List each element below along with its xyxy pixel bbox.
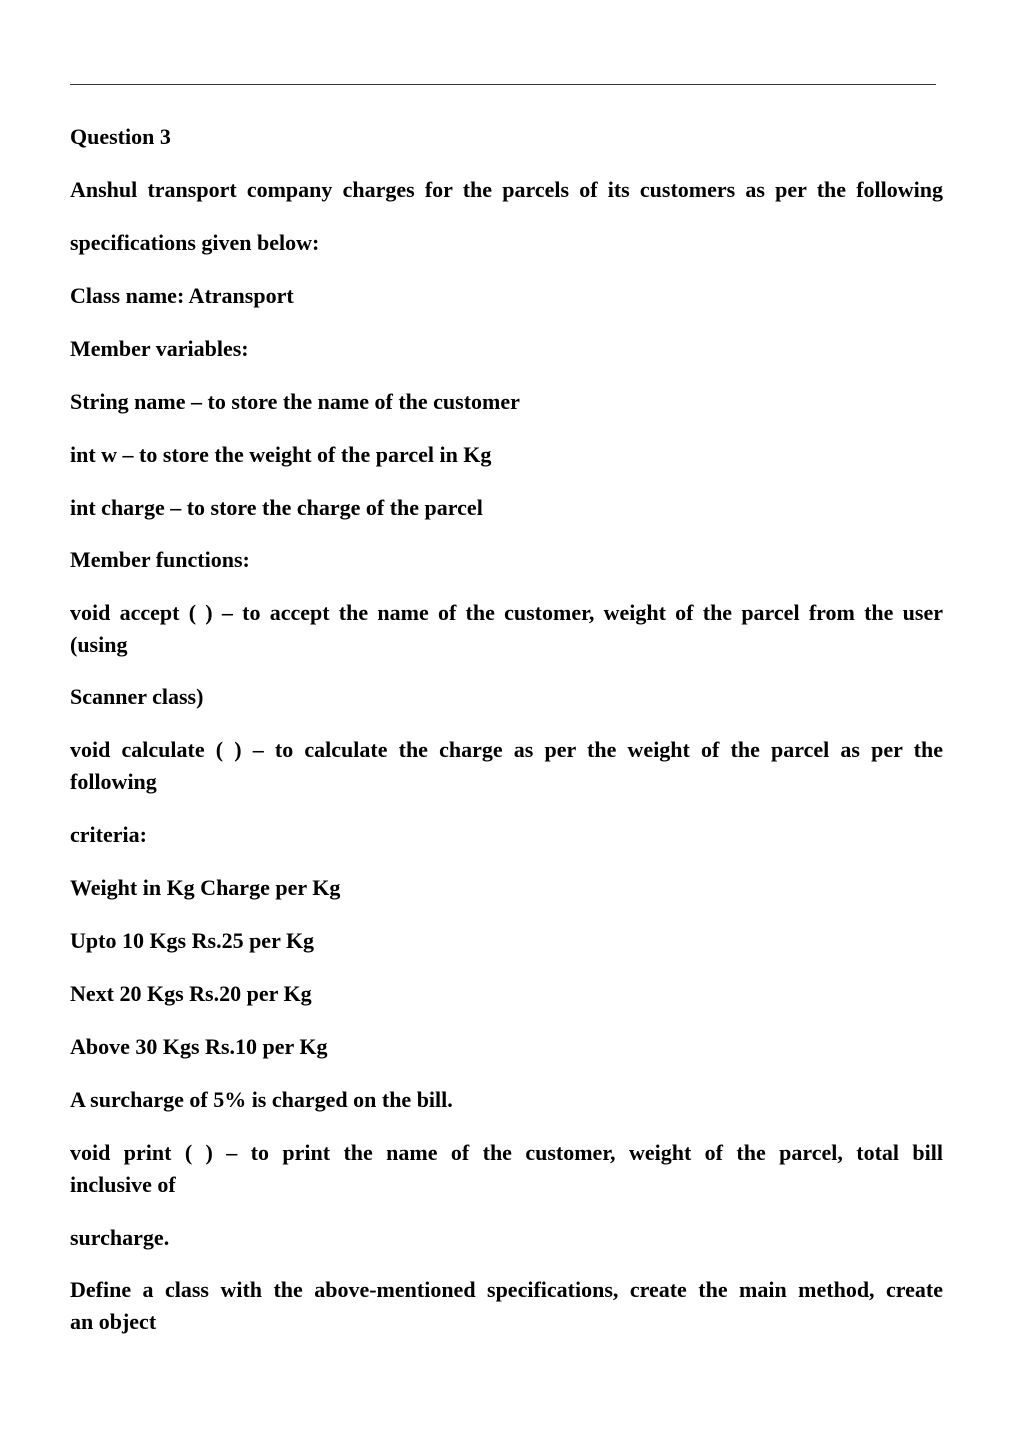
- function-line: surcharge.: [70, 1225, 170, 1250]
- function-line: void calculate ( ) – to calculate the charge as per the weight of the parcel as per the: [70, 737, 943, 762]
- rate-table-header: Weight in Kg Charge per Kg: [70, 875, 341, 900]
- function-line: Scanner class): [70, 684, 204, 709]
- function-line: criteria:: [70, 822, 147, 847]
- instruction-line: Define a class with the above-mentioned specifications, create the main method, create: [70, 1277, 943, 1302]
- section-heading: Member functions:: [70, 547, 250, 572]
- class-name-line: Class name: Atransport: [70, 283, 294, 308]
- paragraph-line: specifications given below:: [70, 230, 320, 255]
- function-line: inclusive of: [70, 1172, 176, 1197]
- function-line: (using: [70, 632, 128, 657]
- section-heading: Member variables:: [70, 336, 249, 361]
- horizontal-rule: [70, 84, 936, 85]
- paragraph-line: Anshul transport company charges for the parcels of its customers as per the following: [70, 177, 943, 202]
- question-title: Question 3: [70, 124, 171, 149]
- rate-row: Above 30 Kgs Rs.10 per Kg: [70, 1034, 328, 1059]
- function-line: void print ( ) – to print the name of the customer, weight of the parcel, total bill: [70, 1140, 943, 1165]
- function-line: following: [70, 769, 157, 794]
- variable-line: int w – to store the weight of the parcel in Kg: [70, 442, 492, 467]
- rate-row: Upto 10 Kgs Rs.25 per Kg: [70, 928, 315, 953]
- surcharge-line: A surcharge of 5% is charged on the bill.: [70, 1087, 453, 1112]
- rate-row: Next 20 Kgs Rs.20 per Kg: [70, 981, 312, 1006]
- variable-line: int charge – to store the charge of the parcel: [70, 495, 483, 520]
- function-line: void accept ( ) – to accept the name of the customer, weight of the parcel from the user: [70, 600, 943, 625]
- instruction-line: an object: [70, 1309, 157, 1334]
- variable-line: String name – to store the name of the customer: [70, 389, 520, 414]
